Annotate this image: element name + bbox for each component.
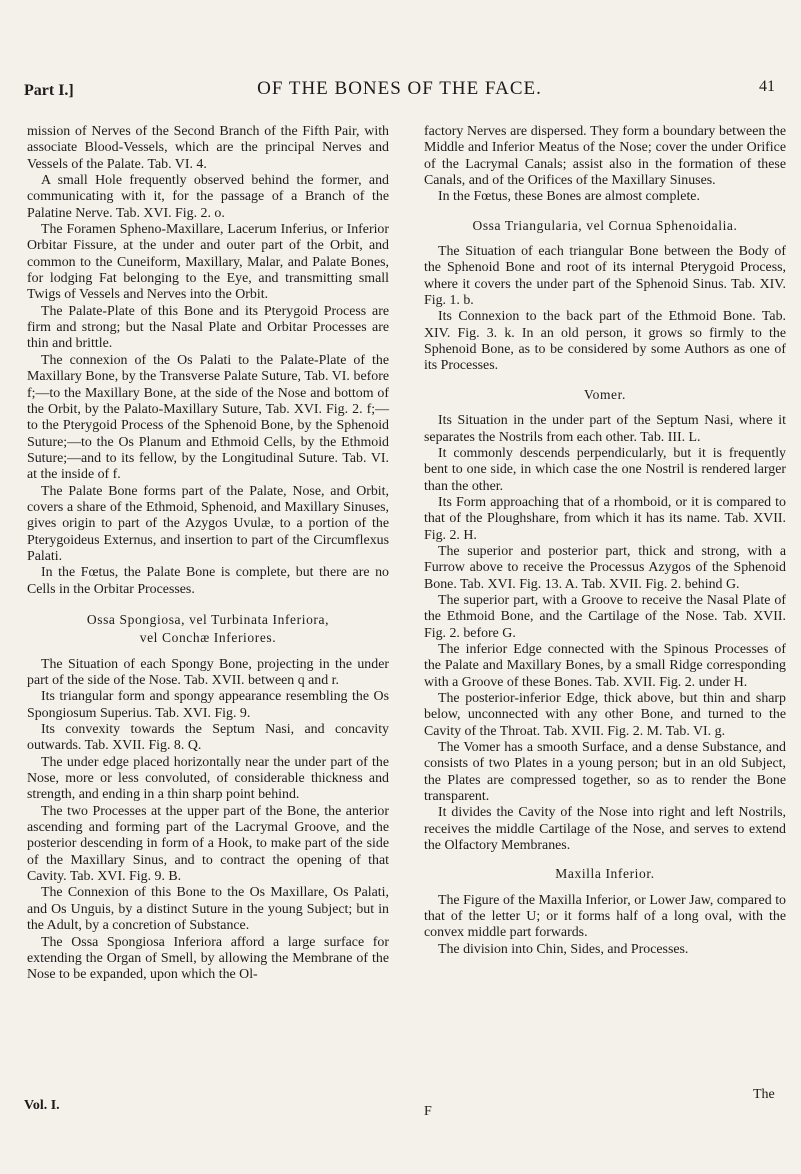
part-label: Part I.] — [24, 82, 74, 99]
running-header — [24, 78, 775, 104]
section-heading: Maxilla Inferior. — [555, 866, 655, 882]
paragraph: A small Hole frequently observed behind the former, and communicating with it, for the passage of a Branch of the Palatine Nerve. Tab. XVI. Fig. 2. o. — [27, 173, 389, 221]
volume-label: Vol. I. — [24, 1098, 60, 1113]
paragraph: The Palate-Plate of this Bone and its Pterygoid Process are firm and strong; but the Nasal Plate and Orbitar Processes are thin and brittle. — [27, 303, 389, 352]
paragraph: Its convexity towards the Septum Nasi, and concavity outwards. Tab. XVII. Fig. 8. Q. — [27, 722, 389, 754]
paragraph: The Foramen Spheno-Maxillare, Lacerum Inferius, or Inferior Orbitar Fissure, at the under and outer part of the Orbit, and common to the Cuneiform, Maxillary, Malar, and Palate Bones, for lodging Fat belonging to the Eye, and transmitting small Twigs of Vessels and Nerves into the Orbit. — [27, 222, 389, 303]
paragraph: Its Form approaching that of a rhomboid, or it is compared to that of the Ploughshare, from which it has its name. Tab. XVII. Fig. 2. H. — [424, 494, 786, 543]
paragraph: In the Fœtus, the Palate Bone is complete, but there are no Cells in the Orbitar Processes. — [27, 565, 389, 597]
paragraph: The inferior Edge connected with the Spinous Processes of the Palate and Maxillary Bones, by a small Ridge corresponding with a Groove of these Bones. Tab. XVII. Fig. 2. under H. — [424, 641, 786, 690]
left-column — [27, 124, 389, 984]
paragraph: Its Situation in the under part of the Septum Nasi, where it separates the Nostrils from each other. Tab. III. L. — [424, 413, 786, 445]
paragraph: In the Fœtus, these Bones are almost complete. — [438, 189, 700, 205]
paragraph: The Vomer has a smooth Surface, and a dense Substance, and consists of two Plates in a young person; but in an old Subject, the Plates are compressed together, so as to render the Bone transparent. — [424, 740, 786, 805]
paragraph: The superior and posterior part, thick and strong, with a Furrow above to receive the Processus Azygos of the Sphenoid Bone. Tab. XVI. Fig. 13. A. Tab. XVII. Fig. 2. behind G. — [424, 543, 786, 592]
paragraph: It commonly descends perpendicularly, but it is frequently bent to one side, in which case the one Nostril is rendered larger than the other. — [424, 445, 786, 494]
paragraph: factory Nerves are dispersed. They form a boundary between the Middle and Inferior Meatus of the Nose; cover the under Orifice of the Lacrymal Canals; assist also in the formation of these Canals, and of the Orifices of the Maxillary Sinuses. — [424, 124, 786, 189]
section-heading: Ossa Triangularia, vel Cornua Sphenoidalia. — [472, 217, 738, 233]
paragraph: The Ossa Spongiosa Inferiora afford a large surface for extending the Organ of Smell, by allowing the Membrane of the Nose to be expanded, upon which the Ol- — [27, 934, 389, 983]
paragraph: The posterior-inferior Edge, thick above, but thin and sharp below, unconnected with any other Bone, and turned to the Cavity of the Throat. Tab. XVII. Fig. 2. M. Tab. VI. g. — [424, 691, 786, 739]
paragraph: The Situation of each triangular Bone between the Body of the Sphenoid Bone and root of its internal Pterygoid Process, where it covers the under part of the Sphenoid Sinus. Tab. XIV. Fig. 1. b. — [424, 244, 786, 309]
paragraph: The connexion of the Os Palati to the Palate-Plate of the Maxillary Bone, by the Transverse Palate Suture, Tab. VI. before f;—to the Maxillary Bone, at the side of the Nose and bottom of the Orbit, by the Palato-Maxillary Suture, Tab. XVI. Fig. 2. f;—to the Pterygoid Process of the Sphenoid Bone, by the Sphenoid Suture;—to the Os Planum and Ethmoid Cells, by the Ethmoid Suture;—and to its fellow, by the Longitudinal Suture. Tab. VI. at the inside of f. — [27, 352, 389, 483]
section-heading: Vomer. — [584, 386, 626, 402]
page-number: 41 — [759, 78, 775, 95]
paragraph: Its triangular form and spongy appearance resembling the Os Spongiosum Superius. Tab. XVI. Fig. 9. — [27, 689, 389, 721]
section-subheading: vel Conchæ Inferiores. — [139, 630, 277, 646]
paragraph: The Palate Bone forms part of the Palate, Nose, and Orbit, covers a share of the Ethmoid, Sphenoid, and Maxillary Sinuses, gives origin to part of the Azygos Uvulæ, to a portion of the Pterygoideus Externus, and insertion to part of the Circumflexus Palati. — [27, 483, 389, 564]
paragraph: The Situation of each Spongy Bone, projecting in the under part of the side of the Nose. Tab. XVII. between q and r. — [27, 656, 389, 688]
paragraph: The under edge placed horizontally near the under part of the Nose, more or less convoluted, of considerable thickness and strength, and ending in a thin sharp point behind. — [27, 754, 389, 803]
paragraph: mission of Nerves of the Second Branch of the Fifth Pair, with associate Blood-Vessels, which are the principal Nerves and Vessels of the Palate. Tab. VI. 4. — [27, 124, 389, 172]
paragraph: Its Connexion to the back part of the Ethmoid Bone. Tab. XIV. Fig. 3. k. In an old person, it grows so firmly to the Sphenoid Bone, as to be considered by some Authors as one of its Processes. — [424, 309, 786, 374]
paragraph: The two Processes at the upper part of the Bone, the anterior ascending and forming part of the Lacrymal Groove, and the posterior descending in form of a Hook, to make part of the side of the Maxillary Sinus, and to contract the opening of that Cavity. Tab. XVI. Fig. 9. B. — [27, 803, 389, 885]
paragraph: The superior part, with a Groove to receive the Nasal Plate of the Ethmoid Bone, and the Cartilage of the Nose. Tab. XVII. Fig. 2. before G. — [424, 592, 786, 641]
signature-mark: F — [424, 1104, 432, 1119]
paragraph: The Connexion of this Bone to the Os Maxillare, Os Palati, and Os Unguis, by a distinct Suture in the young Subject; but in the Adult, by a concretion of Substance. — [27, 885, 389, 934]
catchword: The — [753, 1087, 775, 1102]
right-column — [424, 124, 786, 958]
section-heading: Ossa Spongiosa, vel Turbinata Inferiora, — [86, 611, 330, 627]
page-title: OF THE BONES OF THE FACE. — [257, 78, 542, 99]
paragraph: It divides the Cavity of the Nose into right and left Nostrils, receives the middle Cartilage of the Nose, and serves to extend the Olfactory Membranes. — [424, 805, 786, 854]
paragraph: The Figure of the Maxilla Inferior, or Lower Jaw, compared to that of the letter U; or it forms half of a long oval, with the convex middle part forwards. — [424, 892, 786, 941]
paragraph: The division into Chin, Sides, and Processes. — [438, 941, 689, 957]
